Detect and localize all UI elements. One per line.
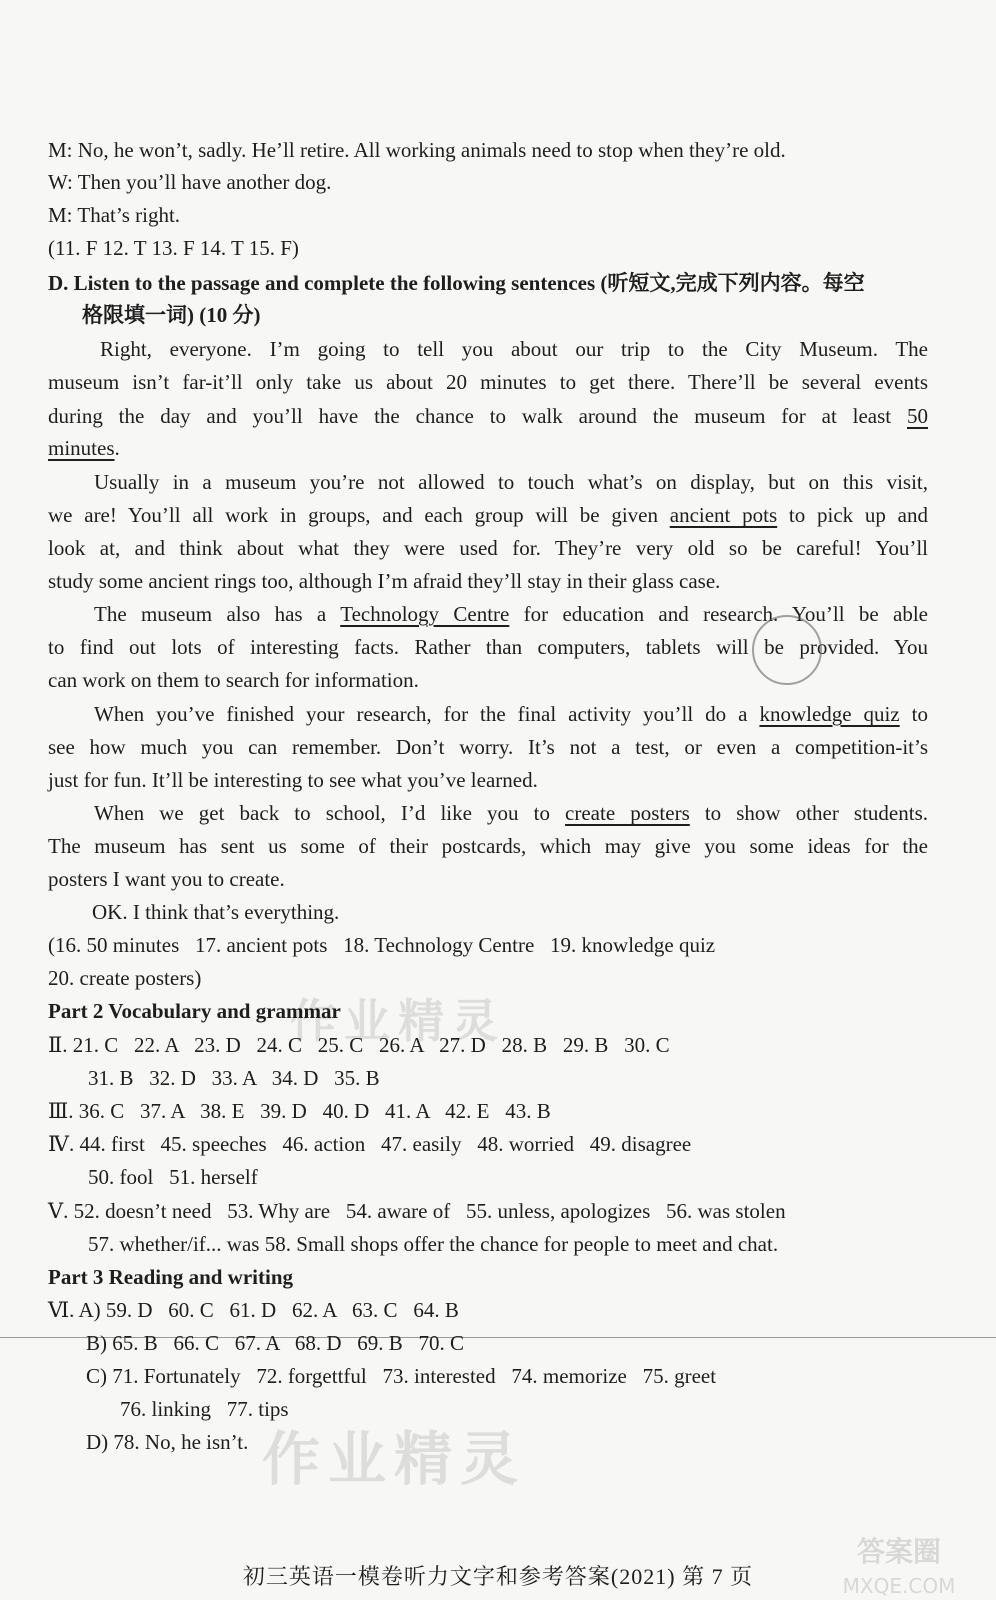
answers-section-iv-cont: 50. fool 51. herself (88, 1165, 258, 1189)
dialogue-line-m: M: No, he won’t, sadly. He’ll retire. All working animals need to stop when they’re old. (48, 138, 786, 162)
answers-16-19: (16. 50 minutes 17. ancient pots 18. Technology Centre 19. knowledge quiz (48, 933, 716, 957)
answer-underline: 50 (907, 404, 928, 428)
part-3-heading: Part 3 Reading and writing (48, 1265, 294, 1289)
site-logo: 答案圈 (856, 1535, 941, 1568)
answers-section-ii: Ⅱ. 21. C 22. A 23. D 24. C 25. C 26. A 27. D 28. B 29. B 30. C (48, 1033, 670, 1057)
stamp-seal (752, 615, 822, 685)
passage-line (48, 432, 948, 464)
answers-section-vi-b: B) 65. B 66. C 67. A 68. D 69. B 70. C (86, 1331, 465, 1355)
dialogue-line-w: W: Then you’ll have another dog. (48, 170, 332, 194)
passage-text: When you’ve finished your research, for the final activity you’ll do a (94, 702, 760, 726)
answers-11-15: (11. F 12. T 13. F 14. T 15. F) (48, 236, 299, 260)
passage-line: OK. I think that’s everything. (92, 900, 340, 924)
passage-line (48, 400, 928, 432)
passage-text: to pick up and (777, 503, 929, 527)
answer-underline: minutes (48, 436, 115, 460)
answer-underline: ancient pots (669, 503, 778, 527)
part-2-heading: Part 2 Vocabulary and grammar (48, 999, 341, 1023)
answer-underline: create posters (565, 801, 690, 825)
passage-text: . (114, 436, 120, 460)
passage-text: When we get back to school, I’d like you to (94, 801, 566, 825)
answers-section-iv: Ⅳ. 44. first 45. speeches 46. action 47. easily 48. worried 49. disagree (48, 1132, 692, 1156)
passage-text: during the day and you’ll have the chance to walk around the museum for at least (48, 404, 907, 428)
passage-line: posters I want you to create. (48, 867, 285, 891)
answers-section-vi-c-cont: 76. linking 77. tips (120, 1397, 289, 1421)
passage-text: we are! You’ll all work in groups, and each group will be given (48, 503, 670, 527)
passage-line (94, 698, 928, 730)
section-d-heading: D. Listen to the passage and complete the following sentences (听短文,完成下列内容。每空 (48, 271, 865, 295)
watermark-mid: 作业精灵 (290, 994, 506, 1048)
passage-text: for education and research. You’ll be able (509, 602, 928, 626)
answers-section-v: Ⅴ. 52. doesn’t need 53. Why are 54. aware of 55. unless, apologizes 56. was stolen (48, 1199, 786, 1223)
answer-underline: Technology Centre (340, 602, 510, 626)
answers-section-vi-c: C) 71. Fortunately 72. forgettful 73. interested 74. memorize 75. greet (86, 1364, 717, 1388)
passage-text: to show other students. (689, 801, 929, 825)
answer-underline: knowledge quiz (759, 702, 900, 726)
answers-section-ii-cont: 31. B 32. D 33. A 34. D 35. B (88, 1066, 380, 1090)
page-footer: 初三英语一模卷听力文字和参考答案(2021) 第 7 页 (242, 1564, 754, 1589)
passage-line (48, 499, 928, 531)
answers-section-vi-a: Ⅵ. A) 59. D 60. C 61. D 62. A 63. C 64. B (48, 1298, 459, 1322)
passage-line: just for fun. It’ll be interesting to see what you’ve learned. (48, 768, 538, 792)
dialogue-line-m2: M: That’s right. (48, 203, 181, 227)
passage-line: museum isn’t far-it’ll only take us about 20 minutes to get there. There’ll be several events (48, 370, 928, 394)
answers-section-v-cont: 57. whether/if... was 58. Small shops offer the chance for people to meet and chat. (88, 1232, 779, 1256)
passage-line: Right, everyone. I’m going to tell you about our trip to the City Museum. The (100, 337, 928, 361)
passage-line: can work on them to search for information. (48, 668, 419, 692)
passage-line: see how much you can remember. Don’t worry. It’s not a test, or even a competition-it’s (48, 735, 928, 759)
answers-section-vi-d: D) 78. No, he isn’t. (86, 1430, 249, 1454)
passage-line: The museum has sent us some of their postcards, which may give you some ideas for the (48, 834, 928, 858)
passage-text: to (899, 702, 928, 726)
watermark-bottom: 作业精灵 (262, 1425, 527, 1493)
passage-line: study some ancient rings too, although I’m afraid they’ll stay in their glass case. (48, 569, 721, 593)
passage-line: to find out lots of interesting facts. Rather than computers, tablets will be provided. You (48, 635, 928, 659)
passage-line (94, 797, 928, 829)
answers-20: 20. create posters) (48, 966, 202, 990)
answers-section-iii: Ⅲ. 36. C 37. A 38. E 39. D 40. D 41. A 42. E 43. B (48, 1099, 551, 1123)
section-d-heading-cont: 格限填一词) (10 分) (82, 303, 261, 327)
passage-line: look at, and think about what they were used for. They’re very old so be careful! You’ll (48, 536, 928, 560)
passage-line: Usually in a museum you’re not allowed to touch what’s on display, but on this visit, (94, 470, 928, 494)
passage-text: The museum also has a (94, 602, 341, 626)
site-logo-url: MXQE.COM (842, 1574, 956, 1598)
